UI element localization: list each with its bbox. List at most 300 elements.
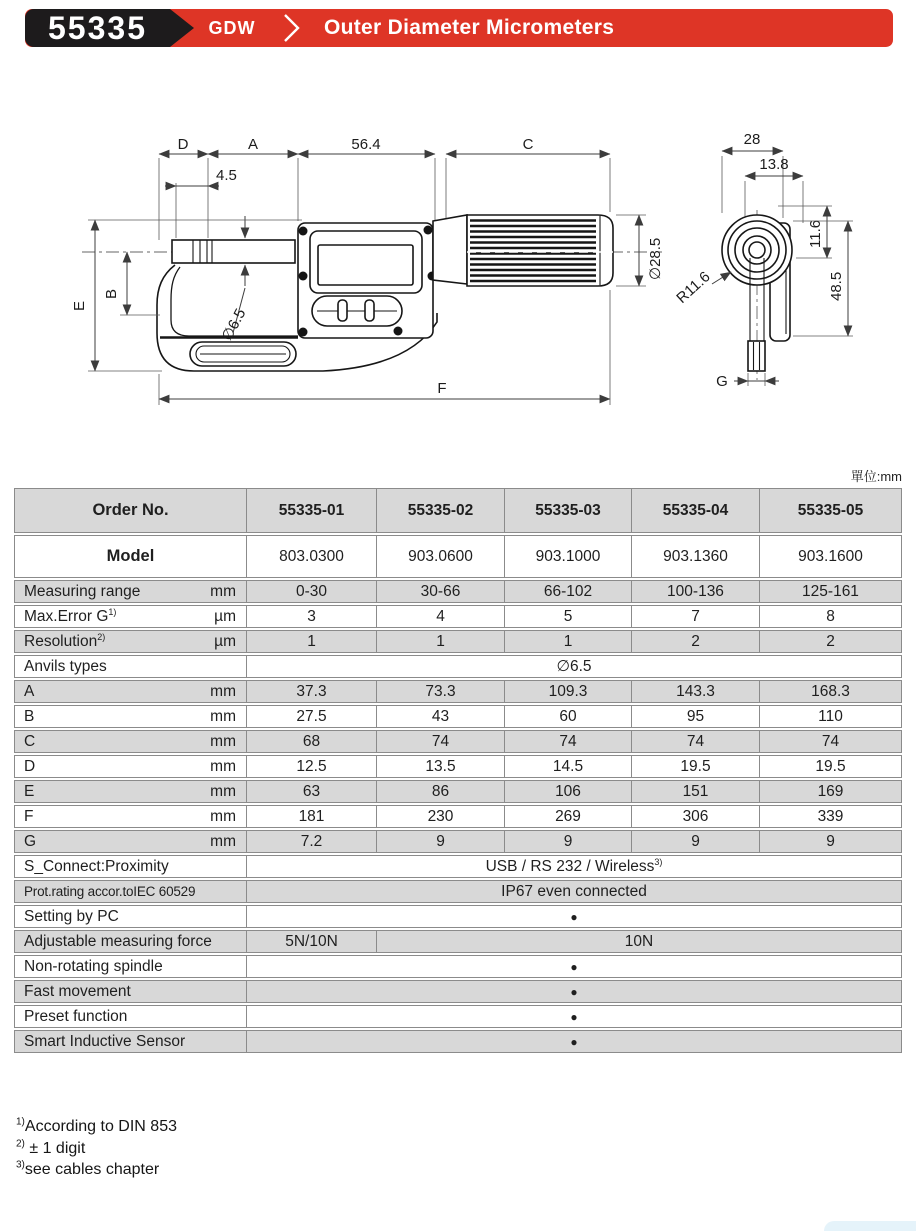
table-cell [247, 855, 902, 878]
table-cell [632, 705, 760, 728]
table-cell [14, 580, 247, 603]
row-label-wrap [15, 633, 246, 651]
table-cell [247, 730, 377, 753]
row-label [24, 658, 107, 676]
cell-value: 4 [436, 607, 445, 625]
cell-value: 19.5 [815, 757, 846, 775]
table-cell [14, 488, 247, 533]
row-label-wrap [15, 858, 246, 876]
table-cell [632, 830, 760, 853]
table-row [14, 830, 902, 853]
table-cell [247, 780, 377, 803]
row-label-wrap [15, 933, 246, 951]
row-label-text: F [24, 807, 34, 825]
table-row [14, 805, 902, 828]
grip-neck [433, 215, 467, 284]
screw [299, 328, 308, 337]
row-label-wrap [15, 884, 246, 899]
dim-label-C: C [522, 136, 534, 153]
table-cell [14, 755, 247, 778]
page-title: Outer Diameter Micrometers [324, 16, 615, 39]
table-cell [632, 580, 760, 603]
cell-value: 100-136 [667, 582, 724, 600]
column-header: 55335-03 [535, 501, 601, 519]
table-cell [247, 535, 377, 578]
table-row [14, 955, 902, 978]
table-row [14, 655, 902, 678]
row-unit: µm [214, 632, 236, 650]
cell-value: 63 [302, 782, 321, 800]
table-row [14, 1005, 902, 1028]
span-value: USB / RS 232 / Wireless [485, 857, 655, 875]
table-cell [247, 605, 377, 628]
dim-label-B: B [103, 288, 120, 299]
cell-value: 5 [563, 607, 573, 625]
table-cell [14, 880, 247, 903]
row-label-wrap [15, 608, 246, 626]
row-label-wrap [15, 708, 246, 726]
cell-value: 60 [559, 707, 577, 725]
row-label [24, 683, 34, 701]
table-cell [247, 880, 902, 903]
dim-label-48-5: 48.5 [828, 271, 845, 301]
spec-table-wrap [14, 486, 902, 1055]
table-cell [377, 630, 505, 653]
table-cell [247, 488, 377, 533]
micrometer-side-view [70, 128, 680, 458]
table-cell [505, 730, 632, 753]
row-label-text: E [24, 782, 35, 800]
row-label [24, 808, 33, 826]
page-corner-decoration [824, 1221, 916, 1231]
cell-value: 74 [559, 732, 577, 750]
span-value: 10N [624, 932, 654, 950]
screw [299, 272, 308, 281]
table-cell [377, 755, 505, 778]
row-label-text: Smart Inductive Sensor [24, 1032, 186, 1050]
dim-label-G: G [716, 373, 728, 390]
model-value: 803.0300 [279, 547, 344, 565]
table-cell [247, 755, 377, 778]
cell-value: 1 [436, 632, 445, 650]
cell-value: 13.5 [425, 757, 456, 775]
badge-arrow-icon [170, 9, 194, 47]
table-cell [377, 535, 505, 578]
row-label-text: C [24, 732, 36, 750]
table-cell [760, 535, 902, 578]
cell-value: 7 [691, 607, 700, 625]
table-cell [14, 905, 247, 928]
cell-value: 14.5 [552, 757, 584, 775]
dim-label-A: A [247, 136, 259, 153]
row-label [24, 858, 169, 876]
cell-value: 9 [436, 832, 445, 850]
table-cell [760, 580, 902, 603]
span-value: IP67 even connected [501, 882, 647, 900]
table-row [14, 905, 902, 928]
table-cell [247, 1030, 902, 1053]
model-value: 903.1600 [798, 547, 863, 565]
row-unit: mm [210, 782, 236, 800]
product-code: 55335 [48, 9, 147, 46]
table-cell [377, 830, 505, 853]
lcd-screen [318, 245, 413, 285]
table-cell [632, 605, 760, 628]
model-value: 903.0600 [408, 547, 473, 565]
row-label-wrap [15, 758, 246, 776]
button-2 [365, 300, 374, 321]
row-label-wrap [15, 1033, 246, 1051]
table-cell [247, 980, 902, 1003]
table-row [14, 730, 902, 753]
table-cell [632, 780, 760, 803]
table-cell [14, 930, 247, 953]
table-cell [505, 535, 632, 578]
table-cell [632, 630, 760, 653]
row-label [24, 608, 116, 626]
cell-value: 66-102 [543, 582, 593, 600]
table-cell [247, 805, 377, 828]
row-unit: mm [210, 832, 236, 850]
cell-value: 106 [555, 782, 581, 800]
brand-wrap [194, 18, 270, 39]
dim-label-spindle-dia: ∅6.5 [218, 305, 250, 344]
table-cell [377, 488, 505, 533]
spindle-stem [748, 341, 765, 371]
cell-value: 19.5 [680, 757, 711, 775]
column-header: 55335-02 [407, 501, 474, 519]
table-cell [632, 535, 760, 578]
cell-value: 230 [427, 807, 454, 825]
feature-dot: ● [570, 1009, 578, 1024]
row-label-text: Measuring range [24, 582, 141, 600]
cell-value: 74 [686, 732, 705, 750]
row-label [24, 758, 35, 776]
table-cell [14, 855, 247, 878]
cell-value: 109.3 [548, 682, 588, 700]
span-value: ∅6.5 [556, 658, 592, 675]
cell-value: 1 [563, 632, 573, 650]
row-label-wrap [15, 683, 246, 701]
row-label-wrap [15, 583, 246, 601]
footnote-sup: 1) [16, 1116, 25, 1128]
table-cell [247, 1005, 902, 1028]
table-cell [247, 930, 377, 953]
table-cell [14, 630, 247, 653]
table-cell [247, 905, 902, 928]
cell-value: 95 [686, 707, 705, 725]
table-row [14, 535, 902, 578]
table-cell [632, 805, 760, 828]
dim-label-R11-6: R11.6 [673, 268, 714, 307]
column-header: 55335-05 [797, 501, 864, 519]
table-cell [632, 755, 760, 778]
cell-value: 43 [431, 707, 450, 725]
cell-value: 169 [817, 782, 844, 800]
table-cell [14, 780, 247, 803]
cell-value: 74 [821, 732, 840, 750]
table-cell [505, 630, 632, 653]
row-label-wrap [15, 908, 246, 926]
cell-value: 110 [818, 707, 843, 725]
row-label-wrap [15, 833, 246, 851]
table-cell [14, 830, 247, 853]
cell-value: 1 [307, 632, 316, 650]
table-cell [377, 930, 902, 953]
table-cell [505, 680, 632, 703]
table-cell [760, 680, 902, 703]
table-cell [505, 580, 632, 603]
table-cell [377, 680, 505, 703]
row-label-wrap [15, 658, 246, 676]
row-unit: mm [210, 807, 236, 825]
dim-label-56-4: 56.4 [351, 136, 381, 153]
cell-value: 3 [307, 607, 316, 625]
dim-label-F: F [437, 380, 447, 397]
table-cell [247, 955, 902, 978]
column-header: 55335-01 [278, 501, 345, 519]
product-code-badge [25, 9, 170, 47]
table-cell [505, 755, 632, 778]
column-header: 55335-04 [662, 501, 729, 519]
table-cell [505, 780, 632, 803]
unit-note: 單位:mm [850, 469, 902, 484]
button-1 [338, 300, 347, 321]
footnote-text: ± 1 digit [24, 1139, 86, 1157]
table-cell [377, 730, 505, 753]
spindle [172, 240, 295, 263]
row-label [24, 583, 140, 601]
footnote-3 [16, 1159, 177, 1181]
brand-label: GDW [208, 17, 256, 38]
row-unit: mm [210, 732, 236, 750]
dim-label-11-6: 11.6 [807, 219, 824, 248]
table-cell [760, 755, 902, 778]
row-label [24, 1033, 185, 1051]
cell-value: 8 [826, 607, 835, 625]
row-label [24, 983, 131, 1001]
model-value: 903.1360 [663, 547, 728, 565]
dim-label-4-5: 4.5 [216, 167, 237, 184]
table-cell [14, 605, 247, 628]
row-unit: mm [210, 757, 236, 775]
table-row [14, 780, 902, 803]
table-cell [760, 805, 902, 828]
table-row [14, 980, 902, 1003]
cell-value: 2 [691, 632, 700, 650]
table-cell [760, 830, 902, 853]
table-cell [247, 655, 902, 678]
table-cell [377, 580, 505, 603]
row-label-text: B [24, 707, 35, 725]
table-cell [760, 630, 902, 653]
table-cell [505, 805, 632, 828]
table-cell [377, 805, 505, 828]
table-row [14, 680, 902, 703]
table-cell [632, 680, 760, 703]
table-cell [505, 488, 632, 533]
table-row [14, 1030, 902, 1053]
table-cell [14, 955, 247, 978]
cell-value: 7.2 [300, 832, 323, 850]
technical-drawing [0, 100, 916, 470]
feature-dot: ● [570, 1034, 578, 1049]
table-cell [760, 488, 902, 533]
table-cell [14, 535, 247, 578]
table-row [14, 880, 902, 903]
row-label-text: Max.Error G [24, 607, 109, 625]
cell-value: 9 [826, 832, 835, 850]
cell-value: 143.3 [676, 682, 715, 700]
row-unit: µm [214, 607, 236, 625]
table-cell [247, 580, 377, 603]
table-cell [760, 705, 902, 728]
row-label-text: Fast movement [24, 982, 131, 1000]
footnote-text: see cables chapter [24, 1161, 160, 1178]
table-cell [247, 630, 377, 653]
dim-label-D: D [177, 136, 189, 153]
table-cell [760, 730, 902, 753]
cell-value: 181 [298, 807, 325, 825]
table-row [14, 580, 902, 603]
cell-value: 9 [691, 832, 700, 850]
row-label [24, 933, 212, 951]
cell-value: 74 [431, 732, 450, 750]
dim-label-E: E [71, 300, 88, 311]
table-cell [247, 680, 377, 703]
row-label [24, 733, 35, 751]
table-cell [247, 830, 377, 853]
row-label [24, 633, 105, 651]
table-cell [505, 830, 632, 853]
cell-value: 30-66 [420, 582, 461, 600]
table-cell [377, 605, 505, 628]
cell-value: 269 [555, 807, 581, 825]
table-cell [760, 605, 902, 628]
model-label: Model [106, 547, 155, 565]
dim-label-28: 28 [743, 131, 761, 148]
row-label-text: Preset function [24, 1007, 128, 1025]
row-unit: mm [210, 582, 236, 600]
model-value: 903.1000 [535, 547, 601, 565]
row-label [24, 884, 195, 899]
table-cell [14, 805, 247, 828]
table-cell [377, 705, 505, 728]
table-cell [632, 488, 760, 533]
cell-value: 12.5 [296, 757, 327, 775]
row-label-sup: 2) [97, 631, 106, 642]
screw [424, 226, 433, 235]
dim-label-13-8: 13.8 [759, 156, 789, 173]
cell-value: 27.5 [296, 707, 327, 725]
row-label-wrap [15, 983, 246, 1001]
table-row [14, 755, 902, 778]
cell-value: 68 [302, 732, 321, 750]
row-label [24, 958, 163, 976]
footnote-sup: 2) [16, 1138, 25, 1150]
table-row [14, 705, 902, 728]
dim-label-grip-dia: ∅28.5 [647, 237, 664, 280]
row-label-wrap [15, 808, 246, 826]
feature-dot: ● [570, 909, 578, 924]
table-cell [14, 1030, 247, 1053]
row-label [24, 833, 36, 851]
header-banner [25, 9, 893, 47]
row-label-text: Setting by PC [24, 907, 119, 925]
table-cell [505, 605, 632, 628]
cell-value: 0-30 [295, 582, 328, 600]
table-cell [14, 705, 247, 728]
table-cell [14, 655, 247, 678]
spec-table [14, 486, 902, 1055]
row-label-text: D [24, 757, 36, 775]
row-label-wrap [15, 783, 246, 801]
feature-dot: ● [570, 984, 578, 999]
row-label-text: S_Connect:Proximity [24, 857, 169, 875]
cell-value: 9 [563, 832, 573, 850]
row-label-text: Anvils types [24, 657, 107, 675]
table-row [14, 488, 902, 533]
cell-value: 37.3 [296, 682, 327, 700]
row-label-text: G [24, 832, 37, 850]
table-cell [632, 730, 760, 753]
table-cell [14, 680, 247, 703]
cell-value: 73.3 [425, 682, 456, 700]
spec-table-body [14, 488, 902, 1053]
row-label-wrap [15, 733, 246, 751]
row-label [24, 908, 119, 926]
row-label [24, 783, 34, 801]
row-label-sup: 1) [108, 606, 117, 617]
row-label-text: Prot.rating accor.toIEC 60529 [24, 884, 196, 899]
table-row [14, 855, 902, 878]
table-row [14, 930, 902, 953]
row-label-text: Resolution [24, 632, 98, 650]
footnote-2 [16, 1138, 177, 1160]
row-unit: mm [210, 707, 236, 725]
row-label [24, 708, 34, 726]
cell-value: 168.3 [811, 682, 850, 700]
micrometer-end-view [660, 118, 916, 438]
table-cell [760, 780, 902, 803]
footnotes [16, 1116, 177, 1181]
cell-value: 339 [817, 807, 844, 825]
table-cell [14, 730, 247, 753]
row-unit: mm [210, 682, 236, 700]
cell-value: 151 [682, 782, 709, 800]
row-label-text: A [24, 682, 35, 700]
row-label-text: Adjustable measuring force [24, 932, 212, 950]
screw [299, 227, 308, 236]
span-value-sup: 3) [654, 856, 663, 867]
table-cell [377, 780, 505, 803]
footnote-sup: 3) [16, 1159, 25, 1171]
footnote-1 [16, 1116, 177, 1138]
cell-value: 125-161 [802, 582, 859, 600]
feature-dot: ● [570, 959, 578, 974]
cell-value: 5N/10N [285, 932, 338, 950]
table-row [14, 630, 902, 653]
row-label-text: Non-rotating spindle [24, 957, 163, 975]
table-cell [505, 705, 632, 728]
row-label [24, 1008, 127, 1026]
table-cell [14, 1005, 247, 1028]
table-cell [247, 705, 377, 728]
footnote-text: According to DIN 853 [24, 1118, 177, 1135]
cell-value: 86 [431, 782, 450, 800]
table-row [14, 605, 902, 628]
cell-value: 306 [682, 807, 709, 825]
